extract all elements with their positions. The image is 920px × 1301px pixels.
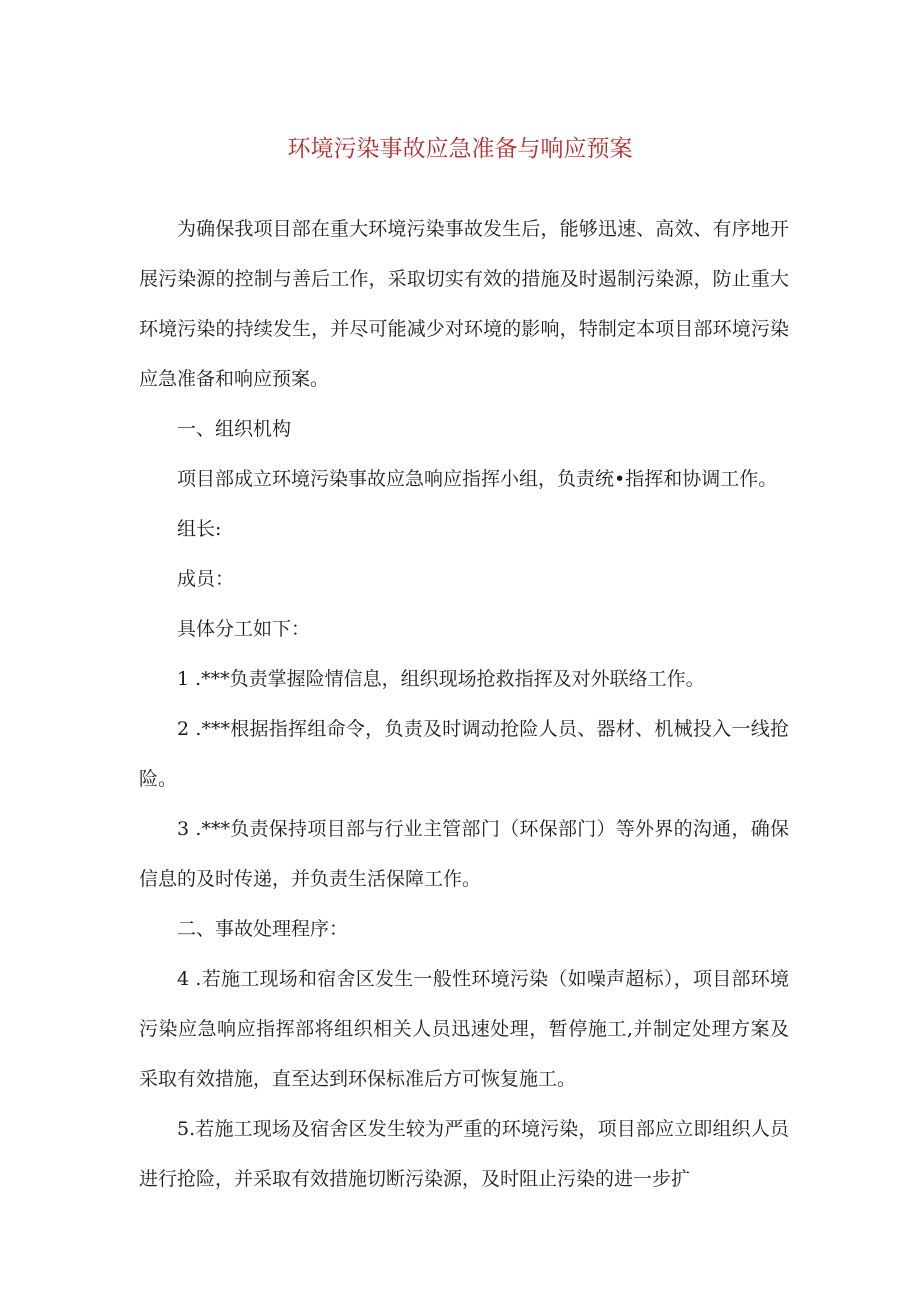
organization-paragraph: 项目部成立环境污染事故应急响应指挥小组，负责统•指挥和协调工作。	[177, 468, 778, 490]
duty-item-3: 3 .***负责保持项目部与行业主管部门（环保部门）等外界的沟通，确保信息的及时传递，并负责生活保障工作。	[139, 818, 789, 890]
document-body	[139, 204, 789, 1204]
duty-item-1: 1 .***负责掌握险情信息，组织现场抢救指挥及对外联络工作。	[177, 668, 705, 690]
duty-item-2: 2 .***根据指挥组命令，负责及时调动抢险人员、器材、机械投入一线抢险。	[139, 718, 789, 790]
division-intro: 具体分工如下：	[177, 618, 311, 640]
procedure-item-5: 5.若施工现场及宿舍区发生较为严重的环境污染，项目部应立即组织人员进行抢险，并采取有效措施切断污染源，及时阻止污染的进一步扩	[139, 1118, 789, 1190]
intro-paragraph: 为确保我项目部在重大环境污染事故发生后，能够迅速、高效、有序地开展污染源的控制与善后工作，采取切实有效的措施及时遏制污染源，防止重大环境污染的持续发生，并尽可能减少对环境的影响，特制定本项目部环境污染应急准备和响应预案。	[139, 218, 789, 390]
section-heading-procedure: 二、事故处理程序：	[177, 918, 349, 940]
procedure-item-4: 4 .若施工现场和宿舍区发生一般性环境污染（如噪声超标），项目部环境污染应急响应指挥部将组织相关人员迅速处理，暂停施工,并制定处理方案及采取有效措施，直至达到环保标准后方可恢复施工。	[139, 968, 789, 1090]
document-title: 环境污染事故应急准备与响应预案	[287, 136, 633, 162]
section-heading-organization: 一、组织机构	[177, 418, 292, 440]
leader-line: 组长:	[177, 518, 222, 540]
members-line: 成员：	[177, 568, 235, 590]
